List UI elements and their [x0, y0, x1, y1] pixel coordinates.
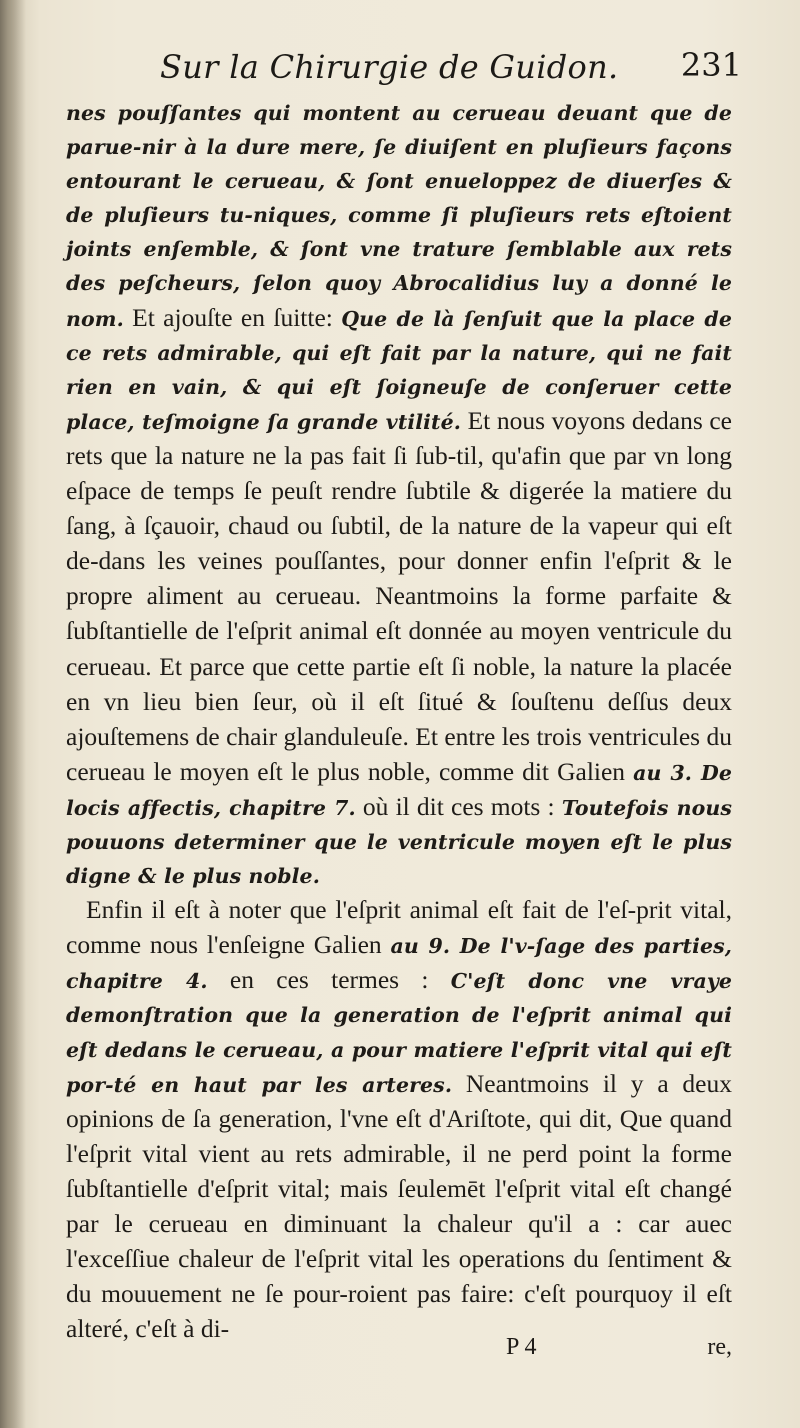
binding-gutter: [0, 0, 26, 1428]
running-title: Sur la Chirurgie de Guidon.: [160, 48, 619, 86]
text-segment: Et ajouſte en ſuitte:: [123, 302, 342, 332]
signature-mark: P 4: [506, 1334, 537, 1360]
body-text: [66, 96, 732, 1347]
paragraph-2: [66, 893, 732, 1347]
text-segment: en ces termes :: [207, 965, 451, 995]
text-segment: Neantmoins il y a deux opinions de ſa generation, l'vne eſt d'Ariſtote, qui dit, Que quand l'eſprit vital vient au rets admirable, il ne perd point la forme ſubſtantielle d'eſprit vital; mais ſeulemēt l'eſprit vital eſt changé par le cerueau en diminuant la chaleur qu'il a : car auec l'exceſſiue chaleur de l'eſprit vital les operations du ſentiment & du mouuement ne ſe pour-roient pas faire: c'eſt pourquoy il eſt alteré, c'eſt à di-: [66, 1068, 732, 1344]
text-segment: nes pouſſantes qui montent au cerueau deuant que de parue-nir à la dure mere, ſe diuiſent en pluſieurs façons entourant le cerueau, & ſont enueloppez de diuerſes & de pluſieurs tu-niques, comme ſi pluſieurs rets eſtoient joints enſemble, & ſont vne trature ſemblable aux rets des peſcheurs, ſelon quoy Abrocalidius luy a donné le nom.: [66, 101, 732, 331]
text-segment: où il dit ces mots :: [355, 791, 562, 821]
text-segment: Enfin il eſt à noter que l'eſprit animal eſt fait de l'eſ-prit vital, comme nous l'enſeigne Galien: [66, 895, 732, 960]
text-segment: au 9. De l'v-ſage des parties, chapitre 4.: [66, 934, 732, 994]
text-segment: C'eſt donc vne vraye demonſtration que la generation de l'eſprit animal qui eſt dedans le cerueau, a pour matiere l'eſprit vital qui eſt por-té en haut par les arteres.: [66, 969, 732, 1097]
text-segment: Et nous voyons dedans ce rets que la nature ne la pas fait ſi ſub-til, qu'afin que par vn long eſpace de temps ſe peuſt rendre ſubtile & digerée la matiere du ſang, à ſçauoir, chaud ou ſubtil, de la nature de la vapeur qui eſt de-dans les veines pouſſantes, pour donner enfin l'eſprit & le propre aliment au cerueau. Neantmoins la forme parfaite & ſubſtantielle de l'eſprit animal eſt donnée au moyen ventricule du cerueau. Et parce que cette partie eſt ſi noble, la nature la placée en vn lieu bien ſeur, où il eſt ſitué & ſouſtenu deſſus deux ajouſtemens de chair glanduleuſe. Et entre les trois ventricules du cerueau le moyen eſt le plus noble, comme dit Galien: [66, 405, 732, 786]
page-number: 231: [680, 46, 742, 84]
text-segment: Que de là ſenſuit que la place de ce rets admirable, qui eſt fait par la nature, qui ne fait rien en vain, & qui eſt ſoigneuſe de conſeruer cette place, teſmoigne ſa grande vtilité.: [66, 306, 732, 434]
page-footer: [66, 1334, 732, 1374]
catchword: re,: [707, 1334, 732, 1360]
text-segment: Toutefois nous pouuons determiner que le ventricule moyen eſt le plus digne & le plus noble.: [66, 795, 732, 889]
paragraph-1: [66, 96, 732, 893]
text-segment: au 3. De locis affectis, chapitre 7.: [66, 760, 732, 820]
page-header: [160, 42, 750, 98]
